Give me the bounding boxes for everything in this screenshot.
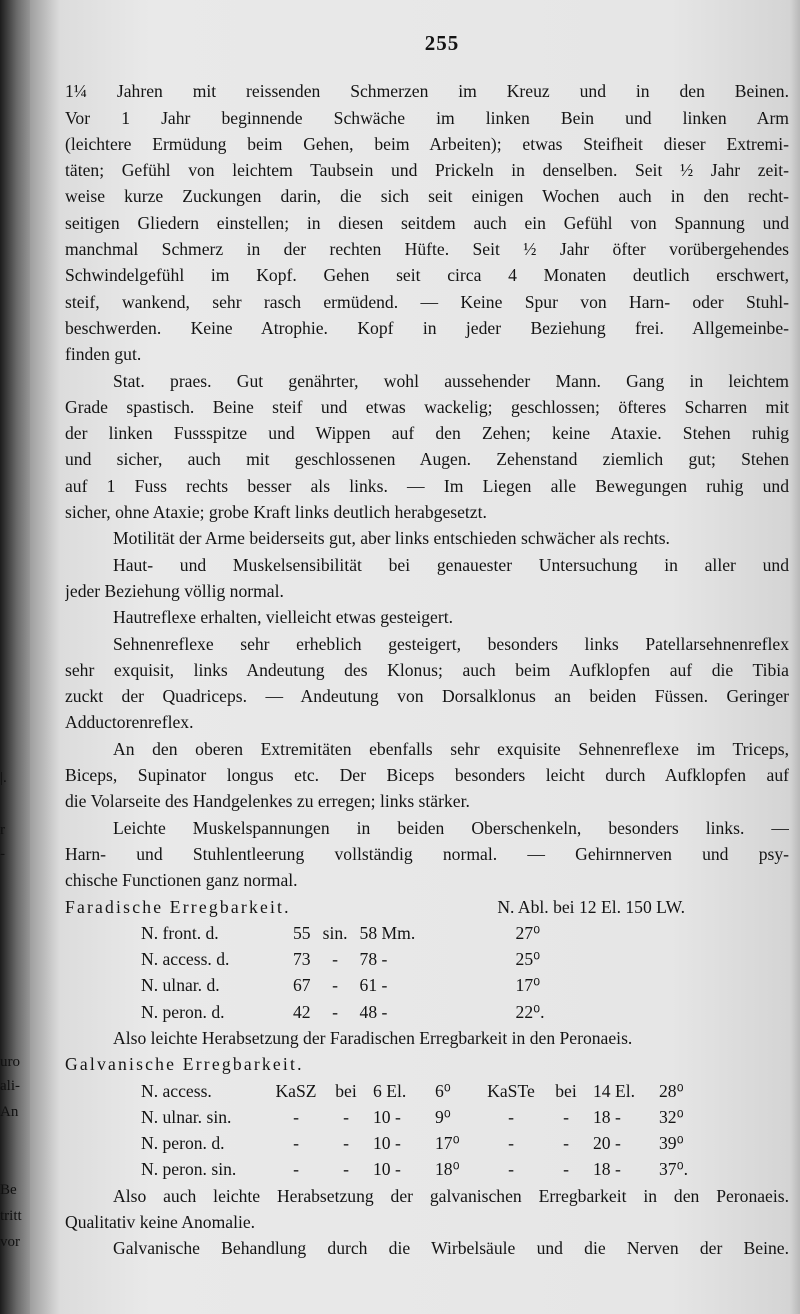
margin-fragment: r bbox=[0, 822, 5, 838]
text-line: jeder Beziehung völlig normal. bbox=[65, 580, 284, 601]
value-cell: 48 - bbox=[359, 1001, 388, 1022]
value-cell: 6⁰ bbox=[435, 1080, 451, 1101]
value-cell: KaSTe bbox=[487, 1080, 535, 1101]
value-cell: 61 - bbox=[359, 975, 388, 996]
value-cell: 10 - bbox=[373, 1159, 401, 1180]
paragraph-skin-reflexes bbox=[65, 604, 789, 630]
paragraph-muscle-tension bbox=[65, 815, 789, 894]
value-cell: 22⁰. bbox=[515, 1001, 545, 1022]
galvanic-conclusion: Also auch leichte Herabsetzung der galvanischen Erregbarkeit in den Peronaeis. bbox=[113, 1185, 789, 1206]
galvanic-conclusion: Qualitativ keine Anomalie. bbox=[65, 1212, 256, 1233]
value-cell: 18 - bbox=[593, 1159, 621, 1180]
value-cell: - bbox=[332, 949, 338, 970]
text-line: Hautreflexe erhalten, vielleicht etwas gesteigert. bbox=[113, 607, 453, 628]
faradic-heading-right: N. Abl. bei 12 El. 150 LW. bbox=[497, 896, 685, 917]
value-cell: 67 bbox=[293, 975, 311, 996]
value-cell: 37⁰. bbox=[659, 1159, 689, 1180]
faradic-heading: Faradische Erregbarkeit. bbox=[65, 896, 291, 917]
paragraph-history bbox=[65, 78, 789, 367]
value-cell: - bbox=[563, 1106, 569, 1127]
nerve-cell: N. peron. d. bbox=[141, 1133, 225, 1154]
value-cell: - bbox=[343, 1133, 349, 1154]
value-cell: 9⁰ bbox=[435, 1106, 451, 1127]
text-line: beschwerden. Keine Atrophie. Kopf in jeder Beziehung frei. Allgemeinbe- bbox=[65, 317, 789, 338]
value-cell: 39⁰ bbox=[659, 1133, 684, 1154]
nerve-cell: N. front. d. bbox=[141, 922, 219, 943]
text-line: Harn- und Stuhlentleerung vollständig normal. — Gehirnnerven und psy- bbox=[65, 843, 789, 864]
paragraph-status bbox=[65, 368, 789, 526]
margin-fragment: ali- bbox=[0, 1078, 20, 1094]
value-cell: - bbox=[332, 975, 338, 996]
margin-fragment: vor bbox=[0, 1234, 20, 1250]
faradic-conclusion: Also leichte Herabsetzung der Faradischen Erregbarkeit in den Peronaeis. bbox=[113, 1027, 633, 1048]
margin-fragment: An bbox=[0, 1104, 19, 1120]
value-cell: 73 bbox=[293, 949, 311, 970]
text-line: 1¼ Jahren mit reissenden Schmerzen im Kreuz und in den Beinen. bbox=[65, 81, 789, 102]
table-row bbox=[135, 1130, 694, 1156]
table-row bbox=[135, 1104, 694, 1130]
text-line: Vor 1 Jahr beginnende Schwäche im linken Bein und linken Arm bbox=[65, 107, 789, 128]
faradic-heading-row bbox=[65, 894, 685, 920]
text-line: sehr exquisit, links Andeutung des Klonus; auch beim Aufklopfen auf die Tibia bbox=[65, 659, 789, 680]
margin-fragment: Be bbox=[0, 1182, 17, 1198]
nerve-cell: N. access. bbox=[141, 1080, 212, 1101]
paragraph-motility bbox=[65, 525, 789, 551]
value-cell: 55 bbox=[293, 922, 311, 943]
text-line: Motilität der Arme beiderseits gut, aber links entschieden schwächer als rechts. bbox=[113, 528, 670, 549]
paragraph-upper-extremities bbox=[65, 736, 789, 815]
table-row bbox=[135, 1078, 694, 1104]
book-page bbox=[30, 0, 800, 1314]
value-cell: 18⁰ bbox=[435, 1159, 460, 1180]
value-cell: 14 El. bbox=[593, 1080, 636, 1101]
paragraph-tendon-reflexes bbox=[65, 631, 789, 736]
value-cell: 27⁰ bbox=[515, 922, 541, 943]
value-cell: 17⁰ bbox=[435, 1133, 460, 1154]
value-cell: - bbox=[563, 1159, 569, 1180]
value-cell: - bbox=[508, 1133, 514, 1154]
nerve-cell: N. ulnar. sin. bbox=[141, 1106, 232, 1127]
value-cell: 10 - bbox=[373, 1106, 401, 1127]
value-cell: sin. bbox=[322, 922, 348, 943]
value-cell: - bbox=[293, 1106, 299, 1127]
text-line: täten; Gefühl von leichtem Taubsein und Prickeln in denselben. Seit ½ Jahr zeit- bbox=[65, 160, 789, 181]
value-cell: 20 - bbox=[593, 1133, 621, 1154]
value-cell: - bbox=[343, 1106, 349, 1127]
value-cell: 58 Mm. bbox=[359, 922, 416, 943]
value-cell: 25⁰ bbox=[515, 949, 541, 970]
text-line: finden gut. bbox=[65, 344, 142, 365]
galvanic-table bbox=[135, 1078, 694, 1183]
text-line: Schwindelgefühl im Kopf. Gehen seit circa 4 Monaten deutlich erschwert, bbox=[65, 265, 789, 286]
value-cell: 6 El. bbox=[373, 1080, 407, 1101]
table-row bbox=[135, 946, 551, 972]
text-line: auf 1 Fuss rechts besser als links. — Im Liegen alle Bewegungen ruhig und bbox=[65, 475, 789, 496]
value-cell: - bbox=[508, 1106, 514, 1127]
text-line: steif, wankend, sehr rasch ermüdend. — Keine Spur von Harn- oder Stuhl- bbox=[65, 291, 789, 312]
value-cell: 32⁰ bbox=[659, 1106, 684, 1127]
value-cell: 42 bbox=[293, 1001, 311, 1022]
table-row bbox=[135, 999, 551, 1025]
value-cell: - bbox=[332, 1001, 338, 1022]
value-cell: KaSZ bbox=[275, 1080, 317, 1101]
table-row bbox=[135, 972, 551, 998]
text-line: die Volarseite des Handgelenkes zu erregen; links stärker. bbox=[65, 791, 470, 812]
text-line: weise kurze Zuckungen darin, die sich seit einigen Wochen auch in den recht- bbox=[65, 186, 789, 207]
text-line: An den oberen Extremitäten ebenfalls sehr exquisite Sehnenreflexe im Triceps, bbox=[113, 738, 789, 759]
margin-fragment: tritt bbox=[0, 1208, 22, 1224]
text-line: Grade spastisch. Beine steif und etwas wackelig; geschlossen; öfteres Scharren mit bbox=[65, 396, 789, 417]
value-cell: bei bbox=[335, 1080, 357, 1101]
value-cell: 78 - bbox=[359, 949, 388, 970]
text-line: seitigen Gliedern einstellen; in diesen seitdem auch ein Gefühl von Spannung und bbox=[65, 212, 789, 233]
galvanic-heading: Galvanische Erregbarkeit. bbox=[65, 1054, 304, 1075]
text-line: Biceps, Supinator longus etc. Der Biceps besonders leicht durch Aufklopfen auf bbox=[65, 765, 789, 786]
text-line: Adductorenreflex. bbox=[65, 712, 194, 733]
value-cell: 28⁰ bbox=[659, 1080, 684, 1101]
paragraph-sensibility bbox=[65, 552, 789, 605]
text-line: manchmal Schmerz in der rechten Hüfte. Seit ½ Jahr öfter vorübergehendes bbox=[65, 239, 789, 260]
text-line: Stat. praes. Gut genährter, wohl aussehender Mann. Gang in leichtem bbox=[113, 370, 789, 391]
nerve-cell: N. access. d. bbox=[141, 949, 230, 970]
page-number: 255 bbox=[424, 31, 460, 55]
nerve-cell: N. peron. d. bbox=[141, 1001, 225, 1022]
value-cell: 17⁰ bbox=[515, 975, 541, 996]
nerve-cell: N. peron. sin. bbox=[141, 1159, 237, 1180]
text-line: zuckt der Quadriceps. — Andeutung von Dorsalklonus an beiden Füssen. Geringer bbox=[65, 686, 789, 707]
value-cell: 10 - bbox=[373, 1133, 401, 1154]
value-cell: - bbox=[563, 1133, 569, 1154]
text-line: Haut- und Muskelsensibilität bei genauester Untersuchung in aller und bbox=[113, 554, 789, 575]
page-content bbox=[65, 30, 789, 1262]
treatment-line: Galvanische Behandlung durch die Wirbelsäule und die Nerven der Beine. bbox=[113, 1238, 789, 1259]
margin-fragment: - bbox=[0, 846, 5, 862]
value-cell: - bbox=[293, 1133, 299, 1154]
value-cell: 18 - bbox=[593, 1106, 621, 1127]
text-line: und sicher, auch mit geschlossenen Augen. Zehenstand ziemlich gut; Stehen bbox=[65, 449, 789, 470]
text-line: sicher, ohne Ataxie; grobe Kraft links deutlich herabgesetzt. bbox=[65, 502, 487, 523]
text-line: der linken Fussspitze und Wippen auf den Zehen; keine Ataxie. Stehen ruhig bbox=[65, 423, 789, 444]
value-cell: - bbox=[343, 1159, 349, 1180]
faradic-table bbox=[135, 920, 551, 1025]
table-row bbox=[135, 1156, 694, 1182]
value-cell: - bbox=[293, 1159, 299, 1180]
text-line: (leichtere Ermüdung beim Gehen, beim Arbeiten); etwas Steifheit dieser Extremi- bbox=[65, 133, 789, 154]
value-cell: bei bbox=[555, 1080, 577, 1101]
table-row bbox=[135, 920, 551, 946]
margin-fragment: uro bbox=[0, 1054, 20, 1070]
margin-fragment: |. bbox=[0, 770, 7, 786]
nerve-cell: N. ulnar. d. bbox=[141, 975, 220, 996]
text-line: Leichte Muskelspannungen in beiden Oberschenkeln, besonders links. — bbox=[113, 817, 789, 838]
text-line: Sehnenreflexe sehr erheblich gesteigert, besonders links Patellarsehnenreflex bbox=[113, 633, 789, 654]
value-cell: - bbox=[508, 1159, 514, 1180]
text-line: chische Functionen ganz normal. bbox=[65, 870, 298, 891]
